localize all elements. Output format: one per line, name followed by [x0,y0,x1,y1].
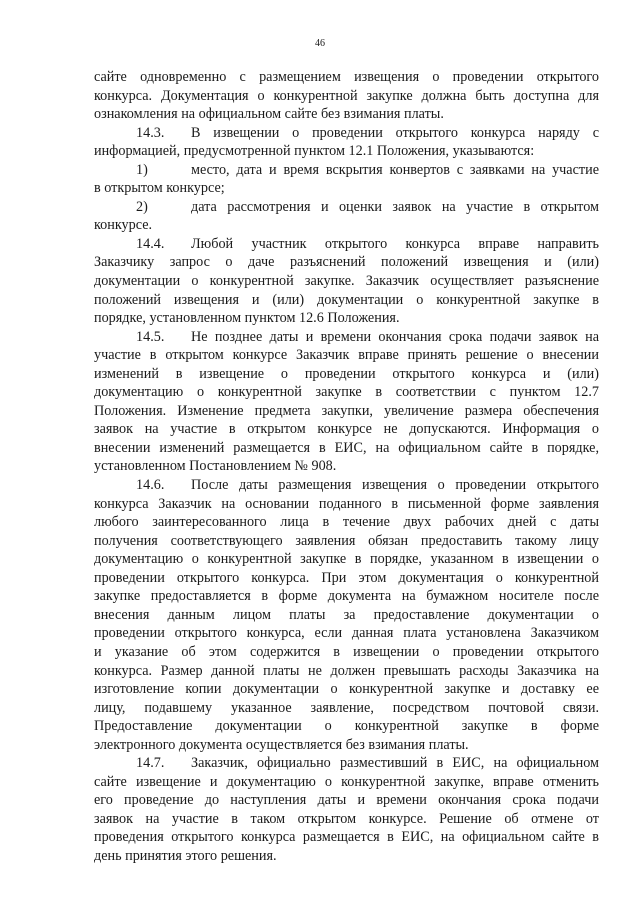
line-text: Заказчику запрос о даче разъяснений положений извещения и (или) [94,254,599,271]
text-line [94,142,599,161]
line-text: изготовление копии документации о конкурентной закупке и доставку ее [94,681,599,698]
line-text: электронного документа осуществляется без взимания платы. [94,736,469,753]
line-text: документацию о конкурентной закупке в порядке, указанном в извещении о [94,551,599,568]
text-line [94,439,599,458]
line-text: проведении открытого конкурса, если данная плата установлена Заказчиком [94,625,599,642]
line-text: Любой участник открытого конкурса вправе направить [191,235,599,252]
text-line [94,216,599,235]
line-text: получения соответствующего заявления обязан предоставить такому лицу [94,532,599,549]
text-line [94,810,599,829]
line-text: Положения. Изменение предмета закупки, увеличение размера обеспечения [94,402,599,419]
line-text: и указание об этом содержится в извещении о проведении открытого [94,643,599,660]
line-text: После даты размещения извещения о проведении открытого [191,477,599,494]
text-line [94,624,599,643]
text-line [94,791,599,810]
text-line [94,532,599,551]
line-text: любого заинтересованного лица в течение двух рабочих дней с даты [94,514,599,531]
item-number: 2) [136,198,148,215]
line-text: заявок на участие в открытом конкурсе не допускаются. Информация о [94,421,599,438]
line-text: место, дата и время вскрытия конвертов с заявками на участие [191,161,599,178]
text-line [94,847,599,866]
line-text: участие в открытом конкурсе Заказчик вправе принять решение о внесении [94,347,599,364]
text-line [94,105,599,124]
text-line [94,495,599,514]
line-text: внесения данным лицом платы за предоставление документации о [94,606,599,623]
line-text: сайте одновременно с размещением извещения о проведении открытого [94,69,599,85]
text-line [94,828,599,847]
text-line [94,773,599,792]
text-line [94,68,599,87]
line-text: внесении изменений размещается в ЕИС, на официальном сайте в порядке, [94,439,599,456]
text-line [94,309,599,328]
item-number: 14.7. [136,755,165,772]
text-line [94,754,599,773]
line-text: документацию о конкурентной закупке в соответствии с пунктом 12.7 [94,384,599,401]
text-line [94,587,599,606]
line-text: конкурса. Размер данной платы не должен превышать расходы Заказчика на [94,662,599,679]
text-line [94,476,599,495]
text-line [94,513,599,532]
line-text: дата рассмотрения и оценки заявок на участие в открытом [191,198,599,215]
text-line [94,569,599,588]
line-text: информацией, предусмотренной пунктом 12.1 Положения, указываются: [94,143,535,160]
line-text: В извещении о проведении открытого конкурса наряду с [191,124,599,141]
document-body [94,68,599,866]
text-line [94,680,599,699]
text-line [94,198,599,217]
item-number: 14.6. [136,477,165,494]
item-number: 14.5. [136,328,165,345]
line-text: изменений в извещение о проведении открытого конкурса и (или) [94,365,599,382]
text-line [94,420,599,439]
text-line [94,717,599,736]
line-text: Предоставление документации о конкурентной закупке в форме [94,718,599,735]
line-text: конкурса. Документация о конкурентной закупке должна быть доступна для [94,87,599,104]
text-line [94,346,599,365]
line-text: сайте извещение и документацию о конкурентной закупке, вправе отменить [94,773,599,790]
item-number: 14.3. [136,124,165,141]
text-line [94,383,599,402]
line-text: его проведение до наступления даты и времени окончания срока подачи [94,792,599,809]
text-line [94,179,599,198]
line-text: установленном Постановлением № 908. [94,458,337,475]
line-text: конкурса Заказчик на основании поданного в письменной форме заявления [94,495,599,512]
item-number: 14.4. [136,235,165,252]
line-text: проведения открытого конкурса размещается в ЕИС, на официальном сайте в [94,829,599,846]
line-text: в открытом конкурсе; [94,180,225,197]
line-text: положений извещения и (или) документации о конкурентной закупке в [94,291,599,308]
line-text: документации о конкурентной закупке. Заказчик осуществляет разъяснение [94,273,599,290]
text-line [94,272,599,291]
text-line [94,699,599,718]
line-text: проведении открытого конкурса. При этом документация о конкурентной [94,569,599,586]
text-line [94,662,599,681]
text-line [94,365,599,384]
text-line [94,550,599,569]
text-line [94,235,599,254]
text-line [94,291,599,310]
text-line [94,328,599,347]
text-line [94,457,599,476]
line-text: лицу, подавшему указанное заявление, посредством почтовой связи. [94,699,599,716]
line-text: ознакомления на официальном сайте без взимания платы. [94,106,444,123]
text-line [94,736,599,755]
text-line [94,643,599,662]
text-line [94,87,599,106]
line-text: день принятия этого решения. [94,847,277,864]
text-line [94,253,599,272]
text-line [94,161,599,180]
text-line [94,124,599,143]
text-line [94,402,599,421]
page-number: 46 [315,38,325,49]
text-line [94,606,599,625]
item-number: 1) [136,161,148,178]
line-text: Не позднее даты и времени окончания срока подачи заявок на [191,328,599,345]
line-text: Заказчик, официально разместивший в ЕИС, на официальном [191,755,599,772]
line-text: закупке предоставляется в форме документа на бумажном носителе после [94,588,599,605]
line-text: заявок на участие в таком открытом конкурсе. Решение об отмене от [94,810,599,827]
line-text: конкурсе. [94,217,153,234]
line-text: порядке, установленном пунктом 12.6 Положения. [94,310,400,327]
